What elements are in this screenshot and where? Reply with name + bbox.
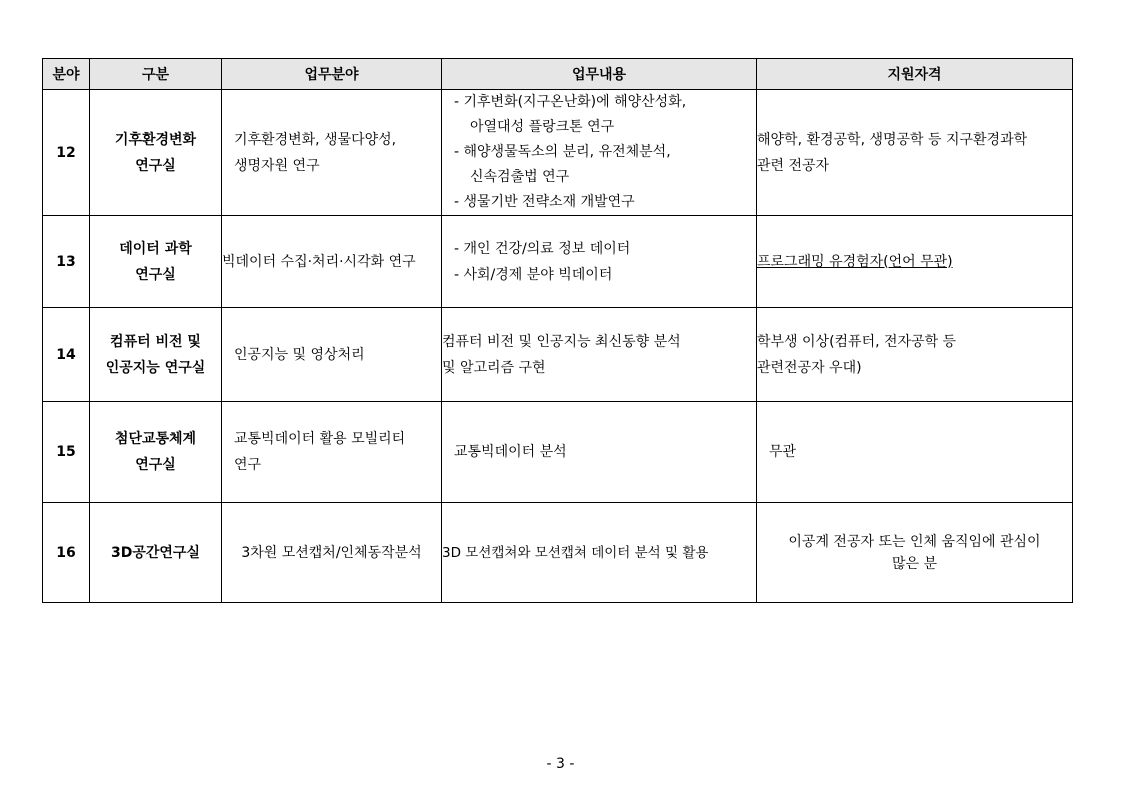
qualification-line: 이공계 전공자 또는 인체 움직임에 관심이 [788, 533, 1041, 550]
department-line: 3D공간연구실 [111, 544, 200, 561]
content-cell [442, 402, 757, 503]
content-cell [442, 216, 757, 308]
department-line: 컴퓨터 비전 및 [110, 333, 201, 350]
row-number: 16 [43, 503, 90, 603]
row-number: 12 [43, 90, 90, 216]
content-cell [442, 90, 757, 216]
qualification-line: 해양학, 환경공학, 생명공학 등 지구환경과학 [757, 131, 1028, 148]
positions-table [42, 58, 1073, 603]
qualification-line: 관련 전공자 [757, 157, 830, 174]
content-line: 및 알고리즘 구현 [442, 359, 546, 376]
table-row [43, 402, 1073, 503]
content-line: 컴퓨터 비전 및 인공지능 최신동향 분석 [442, 333, 681, 350]
content-line: - 해양생물독소의 분리, 유전체분석, [454, 144, 671, 160]
content-line: 신속검출법 연구 [470, 169, 570, 185]
content-line: 교통빅데이터 분석 [454, 444, 567, 460]
field-cell [222, 216, 442, 308]
table-row [43, 216, 1073, 308]
content-line: - 사회/경제 분야 빅데이터 [454, 266, 613, 283]
qualification-cell [757, 216, 1073, 308]
content-cell [442, 308, 757, 402]
header-dept: 구분 [90, 59, 222, 90]
department-line: 데이터 과학 [119, 240, 192, 257]
row-number: 15 [43, 402, 90, 503]
header-qualification: 지원자격 [757, 59, 1073, 90]
department-cell [90, 503, 222, 603]
content-line: 아열대성 플랑크톤 연구 [470, 119, 615, 135]
content-line: 3D 모션캡쳐와 모션캡쳐 데이터 분석 및 활용 [442, 544, 709, 561]
qualification-cell [757, 402, 1073, 503]
page-number: - 3 - [546, 756, 575, 772]
qualification-line: 프로그래밍 유경험자(언어 무관) [757, 253, 953, 270]
header-field: 업무분야 [222, 59, 442, 90]
row-number: 14 [43, 308, 90, 402]
field-line: 생명자원 연구 [234, 157, 320, 174]
field-line: 기후환경변화, 생물다양성, [234, 131, 397, 148]
row-number: 13 [43, 216, 90, 308]
department-cell [90, 308, 222, 402]
field-cell [222, 308, 442, 402]
content-line: - 개인 건강/의료 정보 데이터 [454, 240, 631, 257]
qualification-cell [757, 503, 1073, 603]
department-cell [90, 216, 222, 308]
field-line: 교통빅데이터 활용 모빌리티 [234, 431, 406, 447]
department-cell [90, 402, 222, 503]
department-line: 연구실 [135, 457, 176, 473]
content-line: - 생물기반 전략소재 개발연구 [454, 194, 635, 210]
content-line: - 기후변화(지구온난화)에 해양산성화, [454, 94, 687, 110]
content-cell [442, 503, 757, 603]
header-num: 분야 [43, 59, 90, 90]
field-cell [222, 503, 442, 603]
field-line: 빅데이터 수집·처리·시각화 연구 [222, 253, 416, 270]
qualification-line: 무관 [769, 444, 797, 460]
table-row [43, 90, 1073, 216]
table-row [43, 308, 1073, 402]
field-line: 3차원 모션캡처/인체동작분석 [241, 544, 422, 561]
table-row [43, 503, 1073, 603]
department-line: 연구실 [135, 157, 176, 174]
qualification-line: 학부생 이상(컴퓨터, 전자공학 등 [757, 333, 957, 350]
qualification-line: 관련전공자 우대) [757, 359, 862, 376]
field-cell [222, 90, 442, 216]
field-line: 연구 [234, 457, 262, 473]
header-content: 업무내용 [442, 59, 757, 90]
field-line: 인공지능 및 영상처리 [234, 346, 365, 363]
field-cell [222, 402, 442, 503]
qualification-line: 많은 분 [891, 555, 938, 572]
department-line: 연구실 [135, 266, 176, 283]
department-line: 첨단교통체계 [114, 431, 197, 447]
header-row [43, 59, 1073, 90]
qualification-cell [757, 308, 1073, 402]
department-line: 기후환경변화 [114, 131, 197, 148]
qualification-cell [757, 90, 1073, 216]
department-line: 인공지능 연구실 [105, 359, 206, 376]
department-cell [90, 90, 222, 216]
